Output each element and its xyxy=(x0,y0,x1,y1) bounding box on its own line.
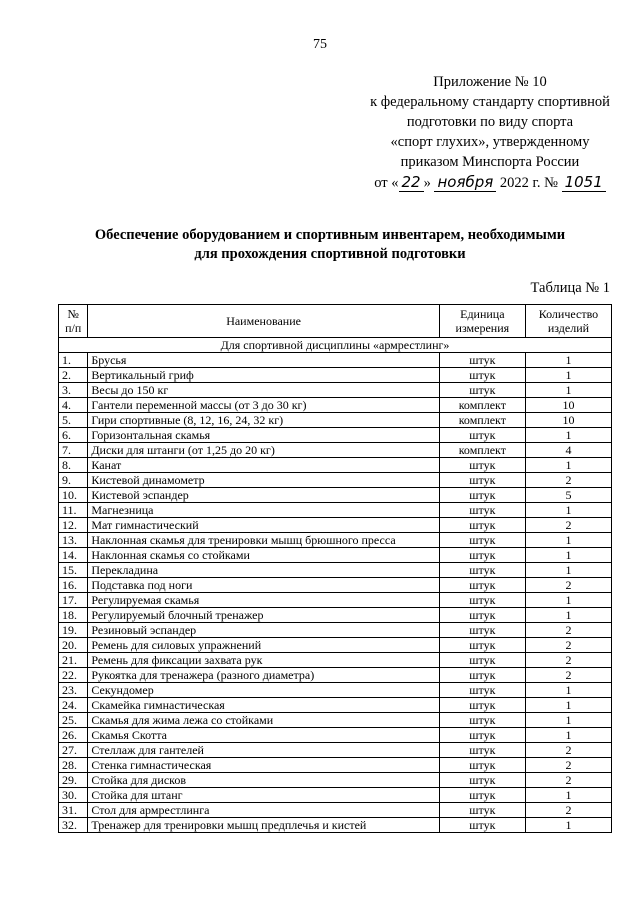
table-row xyxy=(59,668,612,683)
row-num: 5. xyxy=(59,413,88,428)
row-qty: 1 xyxy=(525,428,611,443)
row-unit: штук xyxy=(439,698,525,713)
row-name: Стол для армрестлинга xyxy=(88,803,439,818)
table-row xyxy=(59,383,612,398)
header-qty: Количество изделий xyxy=(525,305,611,338)
row-name: Скамья Скотта xyxy=(88,728,439,743)
row-unit: штук xyxy=(439,473,525,488)
row-qty: 1 xyxy=(525,353,611,368)
table-row xyxy=(59,818,612,833)
row-name: Магнезница xyxy=(88,503,439,518)
row-name: Резиновый эспандер xyxy=(88,623,439,638)
table-row xyxy=(59,638,612,653)
row-name: Рукоятка для тренажера (разного диаметра) xyxy=(88,668,439,683)
row-unit: штук xyxy=(439,428,525,443)
row-qty: 1 xyxy=(525,563,611,578)
row-num: 21. xyxy=(59,653,88,668)
row-name: Канат xyxy=(88,458,439,473)
table-row xyxy=(59,353,612,368)
row-name: Наклонная скамья со стойками xyxy=(88,548,439,563)
row-name: Вертикальный гриф xyxy=(88,368,439,383)
row-qty: 1 xyxy=(525,533,611,548)
row-num: 1. xyxy=(59,353,88,368)
row-qty: 1 xyxy=(525,368,611,383)
table-row xyxy=(59,503,612,518)
order-year: 2022 г. № xyxy=(499,175,558,191)
table-row xyxy=(59,398,612,413)
row-unit: штук xyxy=(439,713,525,728)
table-row xyxy=(59,683,612,698)
row-name: Подставка под ноги xyxy=(88,578,439,593)
row-qty: 1 xyxy=(525,698,611,713)
row-qty: 10 xyxy=(525,413,611,428)
table-row xyxy=(59,623,612,638)
row-num: 15. xyxy=(59,563,88,578)
row-unit: штук xyxy=(439,578,525,593)
table-row xyxy=(59,803,612,818)
row-name: Горизонтальная скамья xyxy=(88,428,439,443)
row-name: Весы до 150 кг xyxy=(88,383,439,398)
row-unit: комплект xyxy=(439,443,525,458)
row-qty: 1 xyxy=(525,458,611,473)
table-row xyxy=(59,578,612,593)
table-body xyxy=(59,338,612,833)
appendix-header xyxy=(355,72,625,193)
row-unit: штук xyxy=(439,668,525,683)
header-num: № п/п xyxy=(59,305,88,338)
row-qty: 1 xyxy=(525,593,611,608)
row-num: 9. xyxy=(59,473,88,488)
row-unit: штук xyxy=(439,788,525,803)
order-month: ноября xyxy=(434,173,496,192)
row-unit: штук xyxy=(439,563,525,578)
row-unit: штук xyxy=(439,773,525,788)
row-name: Кистевой эспандер xyxy=(88,488,439,503)
row-name: Стойка для штанг xyxy=(88,788,439,803)
row-name: Секундомер xyxy=(88,683,439,698)
row-name: Регулируемый блочный тренажер xyxy=(88,608,439,623)
row-unit: штук xyxy=(439,383,525,398)
row-num: 16. xyxy=(59,578,88,593)
row-qty: 1 xyxy=(525,818,611,833)
row-qty: 2 xyxy=(525,668,611,683)
row-num: 32. xyxy=(59,818,88,833)
row-unit: штук xyxy=(439,608,525,623)
row-unit: штук xyxy=(439,803,525,818)
table-row xyxy=(59,488,612,503)
row-name: Стеллаж для гантелей xyxy=(88,743,439,758)
table-row xyxy=(59,413,612,428)
row-qty: 2 xyxy=(525,638,611,653)
row-num: 31. xyxy=(59,803,88,818)
row-name: Стенка гимнастическая xyxy=(88,758,439,773)
table-row xyxy=(59,473,612,488)
row-unit: штук xyxy=(439,638,525,653)
row-num: 23. xyxy=(59,683,88,698)
row-unit: штук xyxy=(439,653,525,668)
row-unit: штук xyxy=(439,683,525,698)
row-qty: 2 xyxy=(525,653,611,668)
row-num: 11. xyxy=(59,503,88,518)
table-row xyxy=(59,593,612,608)
page-number: 75 xyxy=(313,37,327,52)
table-row xyxy=(59,608,612,623)
row-qty: 1 xyxy=(525,713,611,728)
header-name: Наименование xyxy=(88,305,439,338)
row-unit: штук xyxy=(439,353,525,368)
order-date-line xyxy=(355,172,625,193)
row-unit: штук xyxy=(439,533,525,548)
row-name: Перекладина xyxy=(88,563,439,578)
row-qty: 2 xyxy=(525,758,611,773)
row-qty: 2 xyxy=(525,578,611,593)
row-num: 26. xyxy=(59,728,88,743)
row-name: Стойка для дисков xyxy=(88,773,439,788)
row-qty: 2 xyxy=(525,623,611,638)
table-row xyxy=(59,773,612,788)
table-row xyxy=(59,368,612,383)
row-num: 3. xyxy=(59,383,88,398)
row-unit: комплект xyxy=(439,413,525,428)
row-num: 17. xyxy=(59,593,88,608)
row-num: 25. xyxy=(59,713,88,728)
row-qty: 1 xyxy=(525,728,611,743)
row-num: 18. xyxy=(59,608,88,623)
header-unit: Единица измерения xyxy=(439,305,525,338)
table-header-row xyxy=(59,305,612,338)
table-row xyxy=(59,698,612,713)
row-qty: 10 xyxy=(525,398,611,413)
row-num: 6. xyxy=(59,428,88,443)
row-num: 14. xyxy=(59,548,88,563)
row-num: 28. xyxy=(59,758,88,773)
title-line: Обеспечение оборудованием и спортивным инвентарем, необходимыми xyxy=(94,227,566,243)
row-name: Кистевой динамометр xyxy=(88,473,439,488)
order-number: 1051 xyxy=(562,173,606,192)
row-qty: 4 xyxy=(525,443,611,458)
order-day: 22 xyxy=(399,173,424,192)
row-qty: 1 xyxy=(525,548,611,563)
row-name: Скамья для жима лежа со стойками xyxy=(88,713,439,728)
row-qty: 2 xyxy=(525,518,611,533)
row-num: 22. xyxy=(59,668,88,683)
table-row xyxy=(59,728,612,743)
table-row xyxy=(59,443,612,458)
appendix-line: Приложение № 10 xyxy=(433,74,547,90)
row-num: 10. xyxy=(59,488,88,503)
row-unit: штук xyxy=(439,548,525,563)
row-unit: штук xyxy=(439,488,525,503)
table-row xyxy=(59,548,612,563)
row-qty: 5 xyxy=(525,488,611,503)
appendix-line: приказом Минспорта России xyxy=(400,154,580,170)
row-qty: 1 xyxy=(525,788,611,803)
date-mid: » xyxy=(423,175,431,191)
section-title: Для спортивной дисциплины «армрестлинг» xyxy=(59,338,612,353)
appendix-line: к федеральному стандарту спортивной xyxy=(370,94,610,110)
row-num: 20. xyxy=(59,638,88,653)
date-prefix: от « xyxy=(374,175,399,191)
row-qty: 2 xyxy=(525,743,611,758)
row-name: Скамейка гимнастическая xyxy=(88,698,439,713)
row-name: Ремень для фиксации захвата рук xyxy=(88,653,439,668)
row-name: Гири спортивные (8, 12, 16, 24, 32 кг) xyxy=(88,413,439,428)
row-name: Брусья xyxy=(88,353,439,368)
row-unit: штук xyxy=(439,743,525,758)
row-num: 2. xyxy=(59,368,88,383)
document-title xyxy=(40,226,620,264)
row-qty: 1 xyxy=(525,503,611,518)
row-name: Диски для штанги (от 1,25 до 20 кг) xyxy=(88,443,439,458)
table-row xyxy=(59,533,612,548)
row-qty: 2 xyxy=(525,473,611,488)
row-name: Мат гимнастический xyxy=(88,518,439,533)
row-name: Наклонная скамья для тренировки мышц брюшного пресса xyxy=(88,533,439,548)
row-num: 8. xyxy=(59,458,88,473)
table-row xyxy=(59,518,612,533)
row-name: Гантели переменной массы (от 3 до 30 кг) xyxy=(88,398,439,413)
row-unit: штук xyxy=(439,518,525,533)
table-row xyxy=(59,758,612,773)
row-qty: 1 xyxy=(525,683,611,698)
table-row xyxy=(59,458,612,473)
table-row xyxy=(59,713,612,728)
table-row xyxy=(59,653,612,668)
row-qty: 1 xyxy=(525,608,611,623)
row-unit: штук xyxy=(439,623,525,638)
row-num: 12. xyxy=(59,518,88,533)
row-qty: 1 xyxy=(525,383,611,398)
row-name: Регулируемая скамья xyxy=(88,593,439,608)
row-name: Ремень для силовых упражнений xyxy=(88,638,439,653)
section-row xyxy=(59,338,612,353)
row-num: 13. xyxy=(59,533,88,548)
row-unit: штук xyxy=(439,728,525,743)
row-unit: штук xyxy=(439,758,525,773)
row-qty: 2 xyxy=(525,803,611,818)
table-row xyxy=(59,743,612,758)
row-unit: комплект xyxy=(439,398,525,413)
row-num: 30. xyxy=(59,788,88,803)
row-unit: штук xyxy=(439,593,525,608)
row-num: 24. xyxy=(59,698,88,713)
title-line: для прохождения спортивной подготовки xyxy=(194,246,466,262)
row-num: 27. xyxy=(59,743,88,758)
table-row xyxy=(59,428,612,443)
row-unit: штук xyxy=(439,503,525,518)
equipment-table xyxy=(58,304,612,833)
row-num: 29. xyxy=(59,773,88,788)
row-unit: штук xyxy=(439,368,525,383)
table-row xyxy=(59,788,612,803)
table-row xyxy=(59,563,612,578)
row-name: Тренажер для тренировки мышц предплечья и кистей xyxy=(88,818,439,833)
row-unit: штук xyxy=(439,818,525,833)
row-num: 19. xyxy=(59,623,88,638)
row-qty: 2 xyxy=(525,773,611,788)
table-label: Таблица № 1 xyxy=(530,280,610,296)
appendix-line: «спорт глухих», утвержденному xyxy=(390,134,590,150)
row-num: 7. xyxy=(59,443,88,458)
row-unit: штук xyxy=(439,458,525,473)
appendix-line: подготовки по виду спорта xyxy=(406,114,574,130)
row-num: 4. xyxy=(59,398,88,413)
